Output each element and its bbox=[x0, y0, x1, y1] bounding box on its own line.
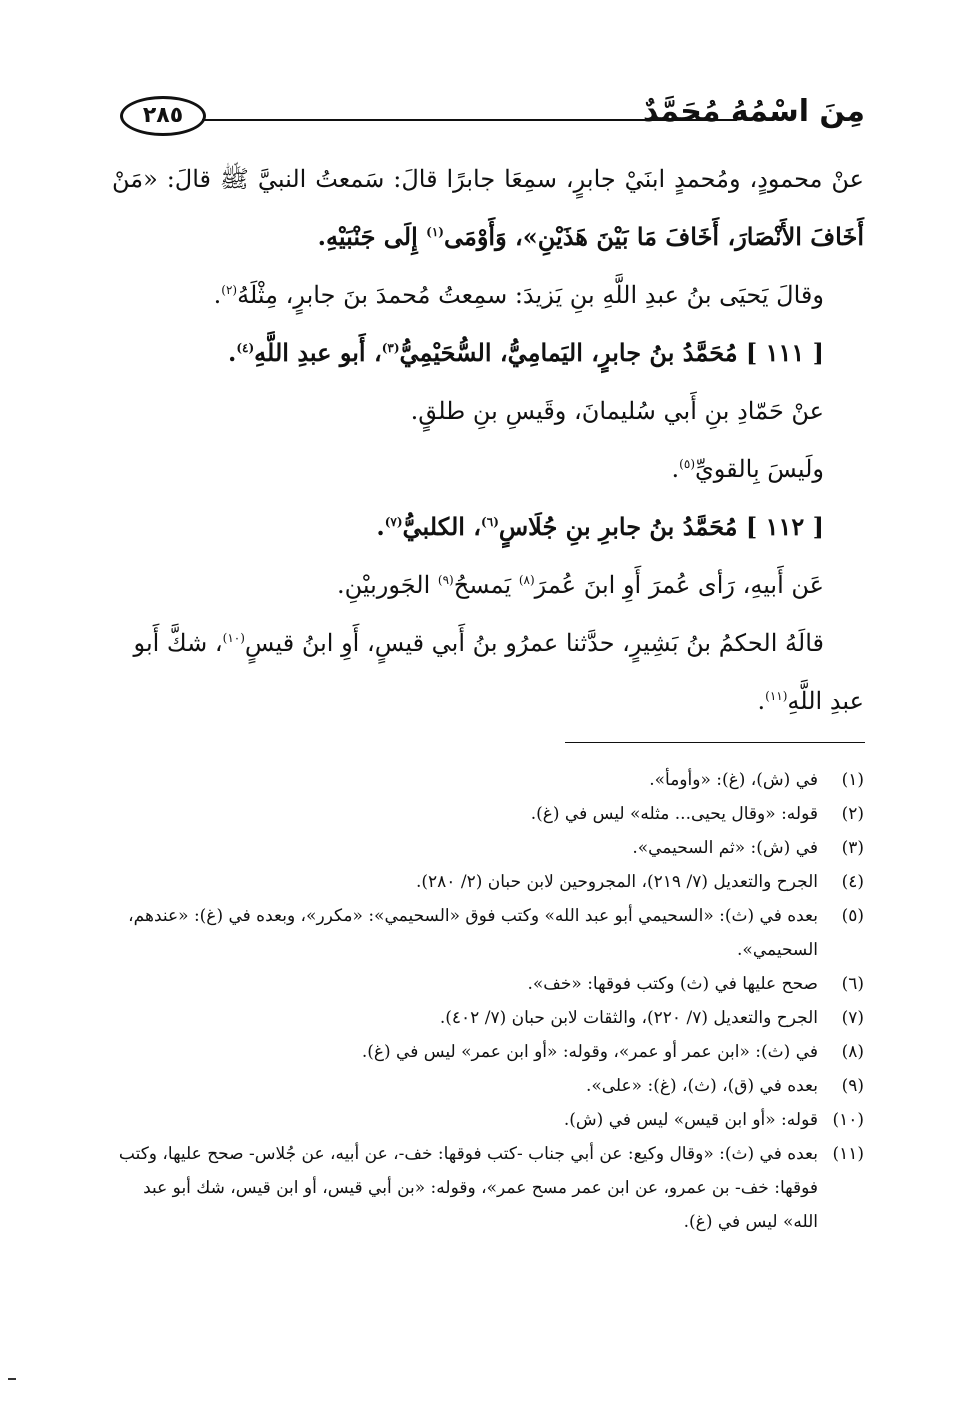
text-line-10 bbox=[112, 672, 864, 730]
footnote-text: بعده في (ق)، (ث)، (غ): «على». bbox=[585, 1076, 818, 1096]
footnotes bbox=[112, 763, 864, 1239]
footnote-ref-2: (٢) bbox=[221, 283, 238, 297]
scan-mark bbox=[8, 1378, 16, 1380]
footnote-text: الجرح والتعديل (٧/ ٢٢٠)، والثقات لابن حبان (٧/ ٤٠٢). bbox=[439, 1008, 818, 1028]
footnote-4 bbox=[112, 865, 864, 899]
footnote-7 bbox=[112, 1001, 864, 1035]
footnote-number: (٥) bbox=[841, 906, 864, 926]
footnote-text: بعده في (ث): «السحيمي أبو عبد الله» وكتب فوق «السحيمي»: «مكرر»، وبعده في (غ): «عندهم، السحيمي». bbox=[128, 906, 818, 960]
footnote-number: (٢) bbox=[841, 804, 864, 824]
footnote-9 bbox=[112, 1069, 864, 1103]
text-line-2 bbox=[112, 208, 864, 266]
text-line-1 bbox=[112, 150, 864, 208]
footnote-ref-4: (٤) bbox=[236, 341, 255, 355]
entry-heading-112-content: [ ١١٢ ] مُحَمَّدُ بنُ جابرِ بنِ جُلَاسٍ bbox=[498, 512, 824, 541]
footnote-text: في (ث): «ابن عمر أو عمر»، وقوله: «أو ابن عمر» ليس في (غ). bbox=[361, 1042, 818, 1062]
footnote-number: (٦) bbox=[841, 974, 864, 994]
entry-heading-112-nisba: ، الكلبيُّ bbox=[402, 512, 482, 541]
footnote-number: (١٠) bbox=[832, 1110, 864, 1130]
footnote-number: (٧) bbox=[841, 1008, 864, 1028]
footnote-10 bbox=[112, 1103, 864, 1137]
footnote-number: (١) bbox=[841, 770, 864, 790]
footnote-separator bbox=[565, 742, 865, 743]
page-number-badge: ٢٨٥ bbox=[120, 96, 206, 136]
footnote-3 bbox=[112, 831, 864, 865]
footnote-text: صحح عليها في (ث) وكتب فوقها: «خف». bbox=[527, 974, 818, 994]
footnote-text: قوله: «أو ابن قيس» ليس في (ش). bbox=[563, 1110, 818, 1130]
main-text bbox=[112, 150, 864, 730]
footnote-6 bbox=[112, 967, 864, 1001]
entry-heading-111-kunya: ، أَبو عبدِ اللَّهِ bbox=[254, 338, 382, 367]
footnote-text: بعده في (ث): «وقال وكيع: عن أبي جناب -كتب فوقها: خف-، عن أبيه، عن جُلاس- صحح عليها، وكتب فوقها: خف- بن عمرو، عن ابن عمر مسح عمر»، وقوله: «بن أبي قيس، أو ابن قيس، شك أبو عبد الله» ليس في (غ). bbox=[118, 1144, 818, 1232]
text-line-8-content: عَن أَبيهِ، رَأى عُمرَ أَوِ ابنَ عُمرَ bbox=[534, 571, 824, 599]
header-title: مِنَ اسْمُهُ مُحَمَّدٌ bbox=[642, 94, 865, 129]
entry-heading-111-content: [ ١١١ ] مُحَمَّدُ بنُ جابرٍ، اليَمامِيُّ، السُّحَيْمِيُّ bbox=[399, 338, 824, 367]
text-line-9-end: ، شكَّ أَبو bbox=[133, 629, 223, 657]
footnote-number: (٣) bbox=[841, 838, 864, 858]
text-line-2-content: أَخَافَ الأَنْصَارَ، أَخَافَ مَا بَيْنَ هَذَيْنِ»، وَأَوْمَى bbox=[443, 222, 864, 251]
footnote-ref-6: (٦) bbox=[481, 515, 499, 529]
text-line-3-content: وقالَ يَحيَى بنُ عبدِ اللَّهِ بنِ يَزيدَ: سمِعتُ مُحمدَ بنَ جابرٍ، مِثْلَهُ bbox=[237, 281, 824, 309]
text-line-1-content: عنْ محمودٍ، ومُحمدٍ ابنَيْ جابرٍ، سمِعَا جابرًا قالَ: سَمعتُ النبيَّ ﷺ قالَ: «مَنْ bbox=[112, 165, 864, 193]
footnote-ref-9: (٩) bbox=[437, 573, 454, 587]
entry-heading-111 bbox=[112, 324, 864, 382]
footnote-ref-7: (٧) bbox=[384, 515, 403, 529]
footnote-number: (٤) bbox=[841, 872, 864, 892]
footnote-ref-3: (٣) bbox=[381, 341, 400, 355]
footnote-text: في (ش)، (غ): «وأومأ». bbox=[649, 770, 818, 790]
entry-heading-112-period: . bbox=[376, 512, 385, 541]
footnote-1 bbox=[112, 763, 864, 797]
entry-heading-112 bbox=[112, 498, 864, 556]
footnote-ref-8: (٨) bbox=[518, 573, 535, 587]
footnote-text: في (ش): «ثم السحيمي». bbox=[632, 838, 818, 858]
text-line-5 bbox=[112, 382, 864, 440]
footnote-2 bbox=[112, 797, 864, 831]
footnote-ref-11: (١١) bbox=[765, 689, 788, 703]
footnote-ref-10: (١٠) bbox=[222, 631, 245, 645]
footnote-number: (٨) bbox=[841, 1042, 864, 1062]
entry-heading-111-period: . bbox=[227, 338, 237, 367]
text-line-6-content: ولَيسَ بِالقويِّ bbox=[695, 455, 824, 483]
text-line-6 bbox=[112, 440, 864, 498]
text-line-8 bbox=[112, 556, 864, 614]
footnote-11 bbox=[112, 1137, 864, 1239]
text-line-5-content: عنْ حَمّادِ بنِ أَبي سُليمانَ، وقَيسِ بنِ طلقٍ. bbox=[410, 397, 824, 425]
page-header bbox=[120, 92, 865, 142]
footnote-number: (٩) bbox=[841, 1076, 864, 1096]
footnote-5 bbox=[112, 899, 864, 967]
text-line-2-end: إِلَى جَنْبَيْهِ. bbox=[317, 222, 427, 251]
footnote-number: (١١) bbox=[832, 1144, 864, 1164]
text-line-8-end: الجَوربيْنِ. bbox=[336, 571, 438, 599]
footnote-ref-1: (١) bbox=[426, 225, 444, 239]
text-line-3-period: . bbox=[213, 281, 222, 309]
header-rule bbox=[202, 119, 737, 121]
text-line-8-mid: يَمسحُ bbox=[453, 571, 519, 599]
text-line-9 bbox=[112, 614, 864, 672]
text-line-6-period: . bbox=[671, 455, 680, 483]
footnote-text: قوله: «وقال يحيى... مثله» ليس في (غ). bbox=[530, 804, 818, 824]
footnote-text: الجرح والتعديل (٧/ ٢١٩)، المجروحين لابن حبان (٢/ ٢٨٠). bbox=[416, 872, 818, 892]
text-line-3 bbox=[112, 266, 864, 324]
text-line-10-period: . bbox=[757, 687, 766, 715]
footnote-ref-5: (٥) bbox=[679, 457, 695, 471]
text-line-10-content: عبدِ اللَّهِ bbox=[787, 687, 864, 715]
footnote-8 bbox=[112, 1035, 864, 1069]
text-line-9-content: قالَهُ الحكمُ بنُ بَشِيرٍ، حدَّثنا عمرُو بنُ أَبي قيسٍ، أَوِ ابنُ قيسٍ bbox=[244, 629, 824, 657]
